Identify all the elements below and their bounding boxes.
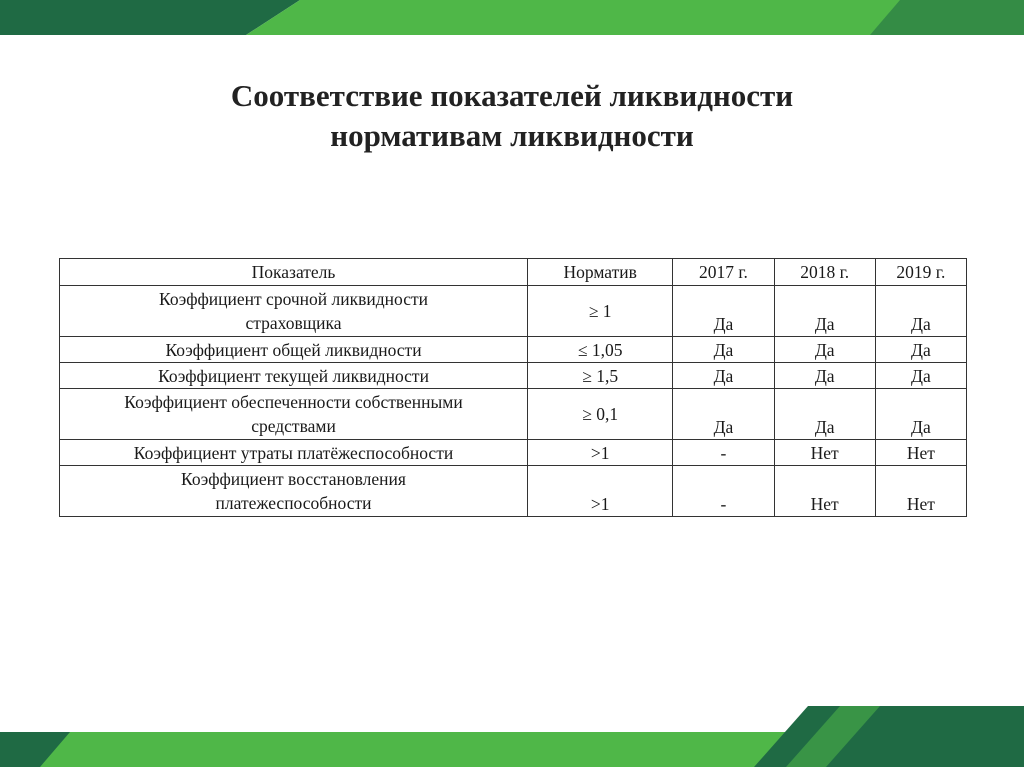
table-row	[60, 363, 967, 389]
table-row	[60, 337, 967, 363]
value-2019: Да	[875, 389, 966, 440]
header-2019: 2019 г.	[875, 259, 966, 286]
header-2017: 2017 г.	[673, 259, 774, 286]
value-2017: Да	[673, 363, 774, 389]
indicator-name-line: платежеспособности	[215, 493, 372, 513]
indicator-name	[60, 286, 528, 337]
norm-value: ≥ 0,1	[528, 389, 673, 440]
indicator-name-line: Коэффициент обеспеченности собственными	[124, 392, 463, 412]
value-2019: Да	[875, 363, 966, 389]
value-2018: Нет	[774, 466, 875, 517]
value-2018: Да	[774, 337, 875, 363]
value-2017: Да	[673, 337, 774, 363]
norm-value: ≥ 1	[528, 286, 673, 337]
norm-value: ≥ 1,5	[528, 363, 673, 389]
header-2018: 2018 г.	[774, 259, 875, 286]
value-2017: Да	[673, 389, 774, 440]
value-2018: Да	[774, 389, 875, 440]
indicator-name-line: Коэффициент восстановления	[181, 469, 406, 489]
table-row	[60, 286, 967, 337]
slide-title	[0, 76, 1024, 156]
indicator-name: Коэффициент утраты платёжеспособности	[60, 440, 528, 466]
value-2019: Нет	[875, 466, 966, 517]
header-norm: Норматив	[528, 259, 673, 286]
value-2017: -	[673, 440, 774, 466]
value-2018: Да	[774, 363, 875, 389]
table-row	[60, 440, 967, 466]
value-2019: Да	[875, 337, 966, 363]
norm-value: >1	[528, 466, 673, 517]
table-header-row	[60, 259, 967, 286]
table-row	[60, 389, 967, 440]
indicator-name	[60, 466, 528, 517]
indicator-name: Коэффициент общей ликвидности	[60, 337, 528, 363]
indicator-name-line: средствами	[251, 416, 336, 436]
indicator-name: Коэффициент текущей ликвидности	[60, 363, 528, 389]
header-indicator: Показатель	[60, 259, 528, 286]
value-2018: Нет	[774, 440, 875, 466]
indicator-name	[60, 389, 528, 440]
indicator-name-line: Коэффициент срочной ликвидности	[159, 289, 428, 309]
slide-title-line-1: Соответствие показателей ликвидности	[230, 78, 794, 113]
indicator-name-line: страховщика	[245, 313, 342, 333]
value-2017: -	[673, 466, 774, 517]
liquidity-table	[59, 258, 967, 517]
value-2018: Да	[774, 286, 875, 337]
table-row	[60, 466, 967, 517]
norm-value: ≤ 1,05	[528, 337, 673, 363]
value-2019: Да	[875, 286, 966, 337]
value-2019: Нет	[875, 440, 966, 466]
norm-value: >1	[528, 440, 673, 466]
slide-title-line-2: нормативам ликвидности	[330, 118, 694, 153]
value-2017: Да	[673, 286, 774, 337]
